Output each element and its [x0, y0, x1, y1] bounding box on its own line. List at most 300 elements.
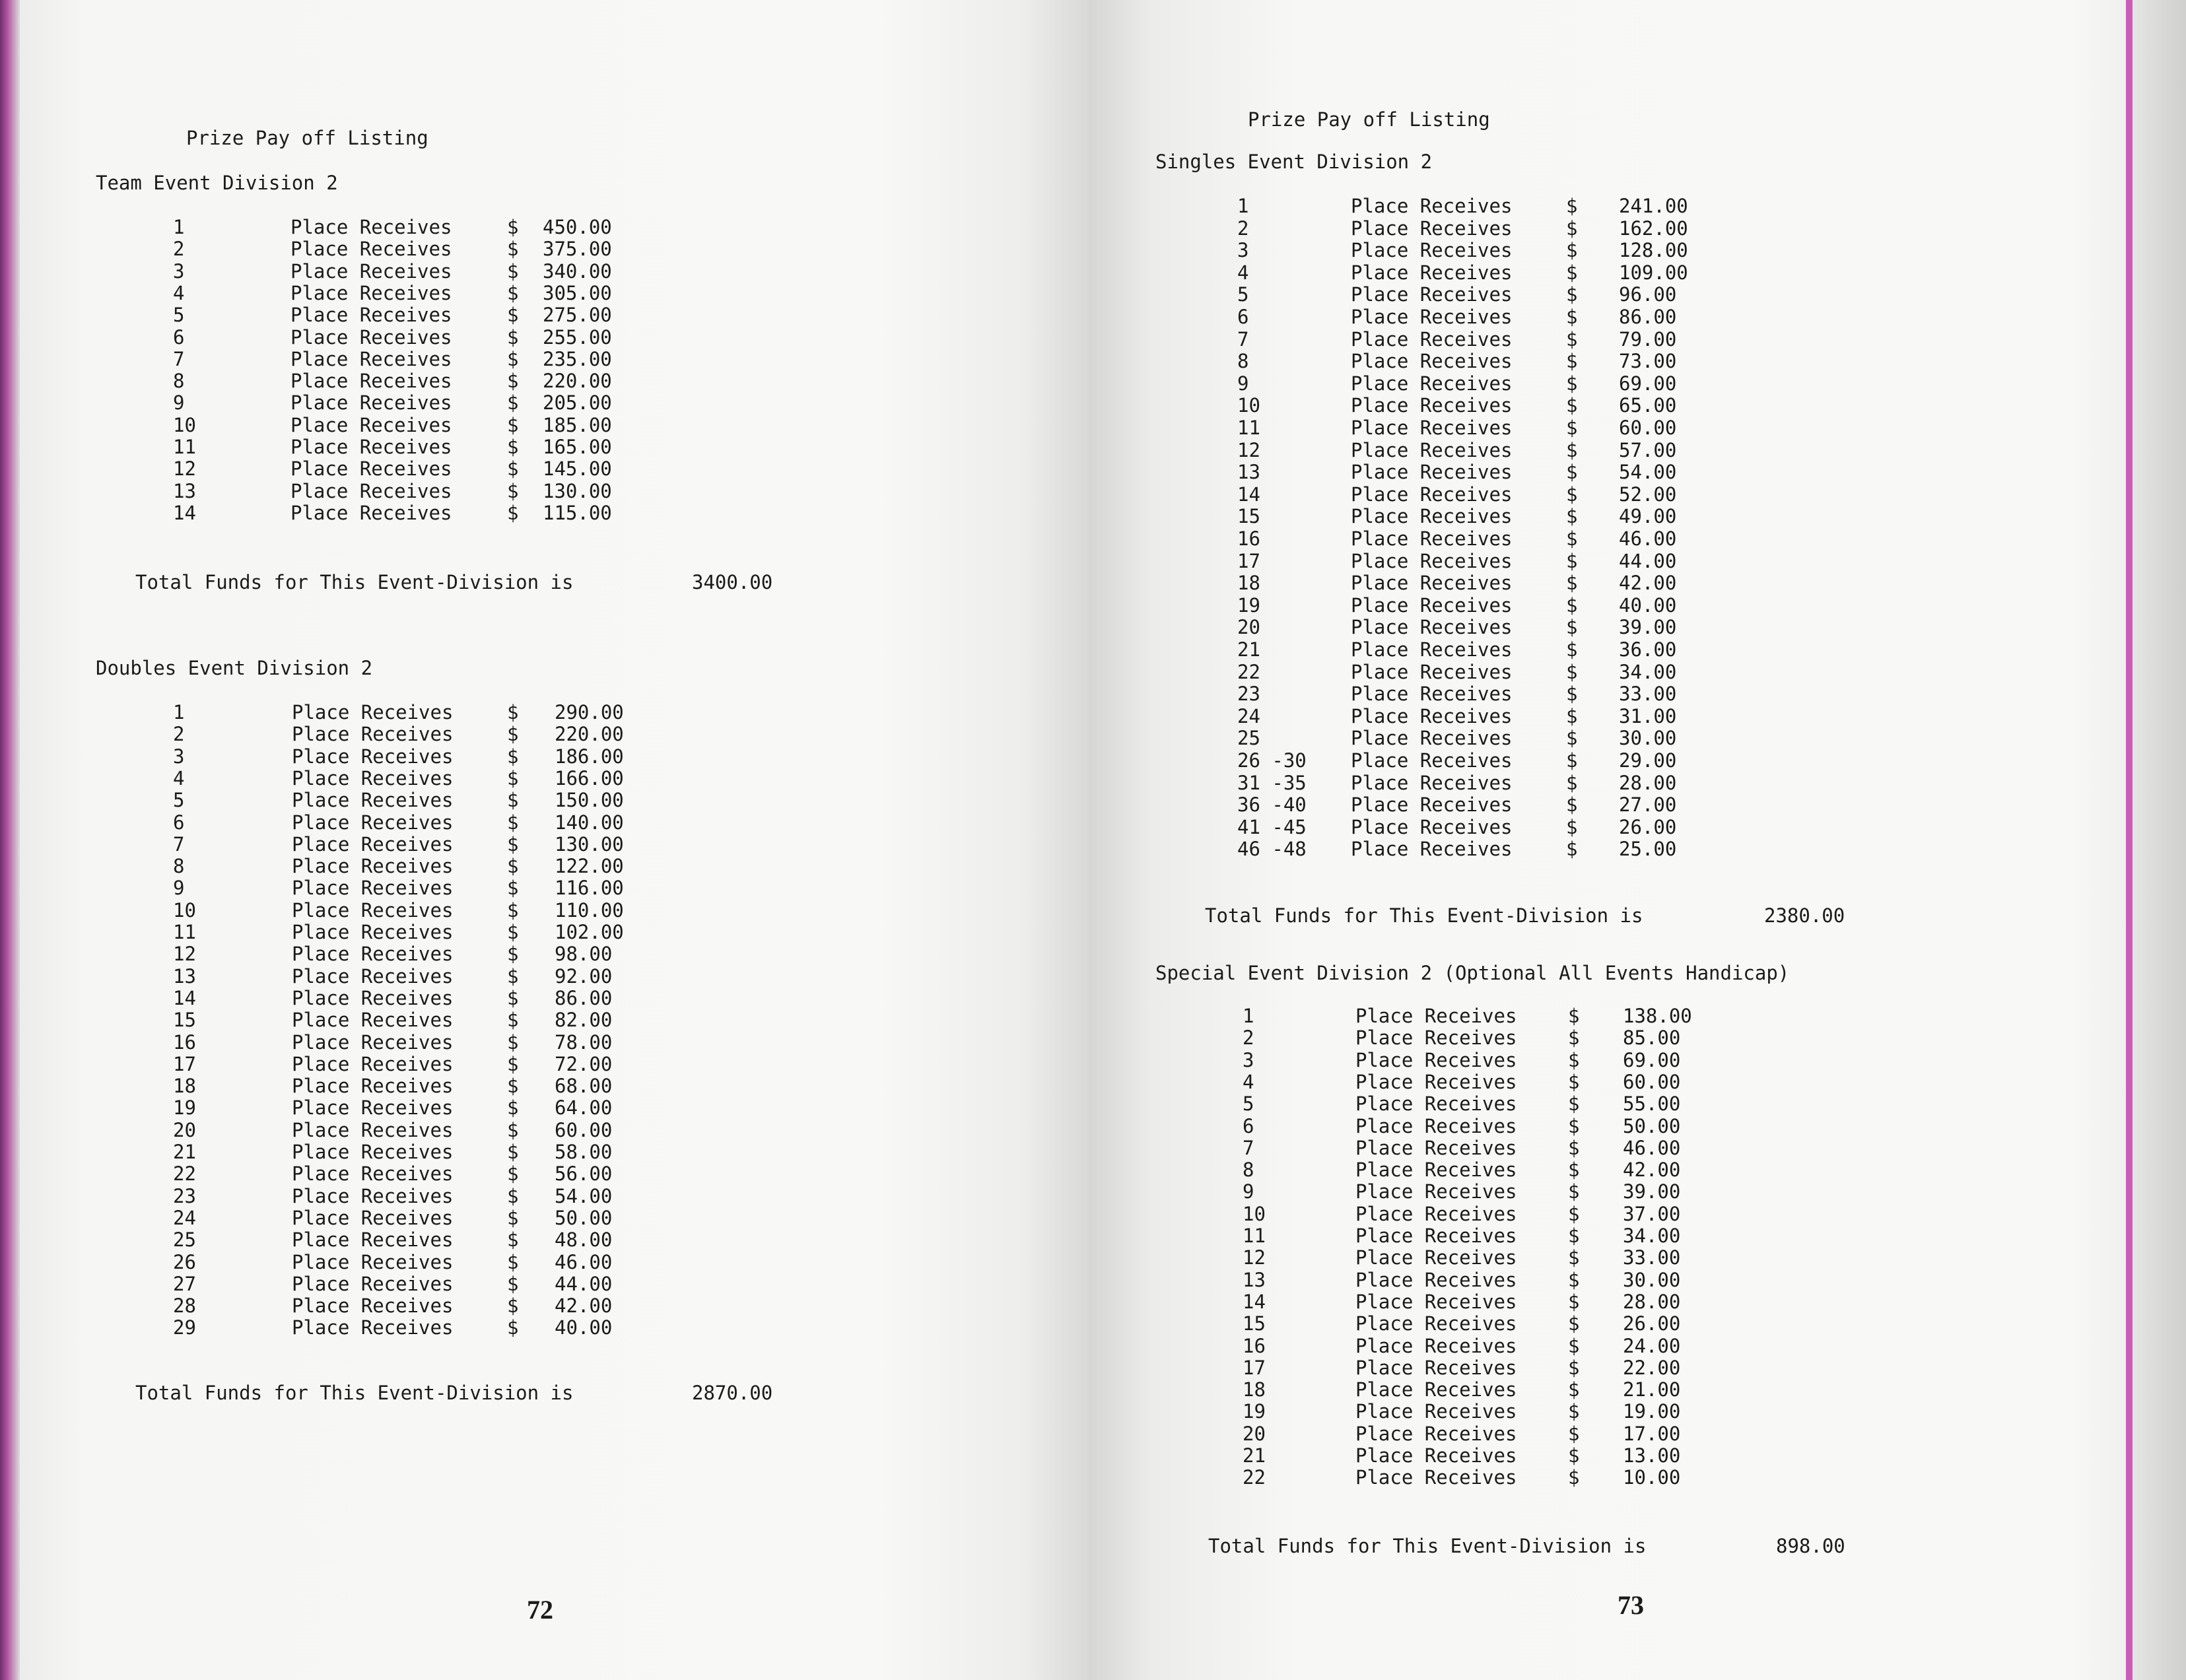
place-number: 4	[1243, 1070, 1254, 1093]
prize-amount: 340.00	[543, 259, 612, 283]
place-number: 10	[1237, 394, 1260, 417]
currency-symbol: $	[507, 943, 519, 966]
place-label: Place Receives	[1355, 1005, 1517, 1027]
place-label: Place Receives	[1355, 1334, 1517, 1357]
place-label: Place Receives	[1355, 1312, 1517, 1335]
prize-amount: 42.00	[555, 1294, 613, 1318]
place-number: 3	[1237, 239, 1249, 262]
currency-symbol: $	[1566, 704, 1578, 727]
currency-symbol: $	[1566, 549, 1578, 572]
currency-symbol: $	[1568, 1070, 1580, 1093]
prize-amount: 25.00	[1619, 838, 1677, 861]
place-number: 19	[1243, 1400, 1266, 1423]
place-number: 24	[1237, 704, 1260, 727]
place-number: 25	[1237, 727, 1260, 750]
place-label: Place Receives	[290, 479, 452, 502]
prize-amount: 130.00	[555, 832, 624, 856]
place-number: 1	[1237, 195, 1249, 217]
prize-amount: 42.00	[1619, 572, 1677, 595]
currency-symbol: $	[1568, 1159, 1580, 1182]
currency-symbol: $	[507, 1272, 519, 1295]
place-number: 21	[173, 1141, 196, 1163]
prize-amount: 128.00	[1619, 239, 1688, 262]
place-number: 31 -35	[1237, 771, 1307, 794]
place-number: 6	[173, 325, 185, 349]
prize-amount: 31.00	[1619, 704, 1677, 727]
currency-symbol: $	[1566, 616, 1578, 639]
place-number: 28	[173, 1294, 196, 1318]
place-label: Place Receives	[1351, 749, 1513, 772]
currency-symbol: $	[1568, 1026, 1580, 1050]
prize-amount: 162.00	[1619, 217, 1688, 240]
place-label: Place Receives	[292, 745, 454, 768]
currency-symbol: $	[1566, 527, 1578, 550]
currency-symbol: $	[507, 1316, 519, 1339]
prize-amount: 64.00	[555, 1096, 613, 1120]
place-number: 21	[1243, 1444, 1266, 1467]
place-number: 7	[173, 347, 185, 370]
team-event-heading: Team Event Division 2	[96, 172, 338, 194]
prize-amount: 10.00	[1623, 1466, 1681, 1489]
singles-event-heading: Singles Event Division 2	[1155, 151, 1433, 173]
doubles-event-heading: Doubles Event Division 2	[96, 657, 373, 679]
place-number: 2	[173, 723, 185, 746]
place-number: 36 -40	[1237, 793, 1307, 817]
prize-amount: 40.00	[555, 1316, 613, 1339]
place-number: 11	[173, 436, 196, 458]
currency-symbol: $	[1568, 1136, 1580, 1159]
prize-amount: 186.00	[555, 745, 624, 768]
prize-amount: 275.00	[543, 304, 612, 327]
place-label: Place Receives	[292, 1162, 454, 1186]
place-label: Place Receives	[292, 877, 454, 900]
place-number: 14	[173, 986, 196, 1009]
prize-amount: 140.00	[555, 811, 624, 834]
prize-amount: 19.00	[1623, 1400, 1681, 1423]
place-label: Place Receives	[1355, 1114, 1517, 1137]
currency-symbol: $	[1568, 1444, 1580, 1467]
place-number: 5	[1237, 283, 1249, 306]
currency-symbol: $	[1566, 683, 1578, 706]
place-label: Place Receives	[1355, 1400, 1517, 1423]
prize-amount: 50.00	[555, 1206, 613, 1229]
place-label: Place Receives	[1351, 461, 1513, 484]
place-number: 11	[173, 921, 196, 943]
place-label: Place Receives	[1355, 1444, 1517, 1467]
currency-symbol: $	[1566, 593, 1578, 617]
place-label: Place Receives	[292, 1052, 454, 1075]
currency-symbol: $	[1568, 1048, 1580, 1071]
place-number: 8	[1243, 1159, 1254, 1182]
place-number: 14	[173, 501, 196, 524]
place-label: Place Receives	[292, 1272, 454, 1295]
place-number: 6	[173, 811, 185, 834]
currency-symbol: $	[1566, 461, 1578, 484]
prize-amount: 116.00	[555, 877, 624, 900]
place-label: Place Receives	[290, 501, 452, 524]
place-label: Place Receives	[290, 391, 452, 415]
place-label: Place Receives	[1351, 306, 1513, 328]
place-label: Place Receives	[290, 436, 452, 458]
currency-symbol: $	[1566, 572, 1578, 595]
place-number: 13	[173, 479, 196, 502]
currency-symbol: $	[1566, 372, 1578, 395]
place-number: 13	[1243, 1268, 1266, 1291]
currency-symbol: $	[507, 325, 519, 349]
prize-amount: 60.00	[1623, 1070, 1681, 1093]
currency-symbol: $	[1566, 394, 1578, 417]
place-number: 20	[1237, 616, 1260, 639]
place-number: 7	[173, 832, 185, 856]
prize-amount: 96.00	[1619, 283, 1677, 306]
prize-amount: 55.00	[1623, 1092, 1681, 1116]
place-number: 17	[1237, 549, 1260, 572]
right-page-title: Prize Pay off Listing	[1248, 108, 1490, 131]
prize-amount: 39.00	[1623, 1180, 1681, 1203]
place-number: 5	[173, 789, 185, 812]
currency-symbol: $	[1566, 283, 1578, 306]
prize-amount: 79.00	[1619, 327, 1677, 351]
prize-amount: 450.00	[543, 216, 612, 238]
place-label: Place Receives	[292, 1250, 454, 1273]
currency-symbol: $	[507, 436, 519, 458]
place-number: 9	[173, 391, 185, 415]
place-label: Place Receives	[292, 811, 454, 834]
currency-symbol: $	[507, 457, 519, 481]
place-number: 10	[173, 413, 196, 436]
currency-symbol: $	[1568, 1422, 1580, 1445]
currency-symbol: $	[1568, 1005, 1580, 1027]
prize-amount: 65.00	[1619, 394, 1677, 417]
prize-amount: 30.00	[1623, 1268, 1681, 1291]
prize-amount: 69.00	[1619, 372, 1677, 395]
currency-symbol: $	[507, 1206, 519, 1229]
currency-symbol: $	[1566, 638, 1578, 661]
place-label: Place Receives	[1355, 1202, 1517, 1225]
currency-symbol: $	[1566, 749, 1578, 772]
place-number: 12	[173, 943, 196, 966]
prize-amount: 46.00	[1623, 1136, 1681, 1159]
place-label: Place Receives	[1351, 239, 1513, 262]
place-number: 8	[173, 855, 185, 878]
prize-amount: 290.00	[555, 701, 624, 723]
team-event-total-value: 3400.00	[692, 571, 773, 593]
currency-symbol: $	[507, 921, 519, 943]
place-label: Place Receives	[292, 986, 454, 1009]
place-number: 20	[173, 1118, 196, 1141]
place-label: Place Receives	[1355, 1356, 1517, 1379]
place-label: Place Receives	[290, 325, 452, 349]
left-page-number: 72	[527, 1595, 553, 1625]
place-label: Place Receives	[292, 1009, 454, 1032]
prize-amount: 68.00	[555, 1075, 613, 1098]
prize-amount: 49.00	[1619, 505, 1677, 528]
place-label: Place Receives	[292, 1096, 454, 1120]
place-number: 2	[173, 238, 185, 261]
place-label: Place Receives	[292, 1294, 454, 1318]
prize-amount: 50.00	[1623, 1114, 1681, 1137]
currency-symbol: $	[507, 281, 519, 304]
currency-symbol: $	[507, 986, 519, 1009]
place-label: Place Receives	[1351, 771, 1513, 794]
prize-amount: 34.00	[1619, 660, 1677, 683]
currency-symbol: $	[507, 1294, 519, 1318]
left-binding-edge	[0, 0, 20, 1680]
place-number: 11	[1237, 417, 1260, 439]
place-number: 26	[173, 1250, 196, 1273]
place-number: 18	[1243, 1378, 1266, 1401]
place-label: Place Receives	[1355, 1466, 1517, 1489]
prize-amount: 52.00	[1619, 483, 1677, 506]
place-number: 23	[173, 1184, 196, 1207]
place-label: Place Receives	[292, 1030, 454, 1054]
prize-amount: 109.00	[1619, 261, 1688, 284]
prize-amount: 92.00	[555, 964, 613, 988]
special-event-total-value: 898.00	[1776, 1535, 1845, 1557]
currency-symbol: $	[507, 811, 519, 834]
place-number: 1	[173, 216, 185, 238]
place-label: Place Receives	[1351, 660, 1513, 683]
currency-symbol: $	[1568, 1202, 1580, 1225]
place-label: Place Receives	[292, 921, 454, 943]
place-number: 13	[1237, 461, 1260, 484]
place-label: Place Receives	[292, 1118, 454, 1141]
currency-symbol: $	[507, 1009, 519, 1032]
currency-symbol: $	[507, 216, 519, 238]
place-label: Place Receives	[1351, 704, 1513, 727]
currency-symbol: $	[507, 370, 519, 393]
place-label: Place Receives	[1355, 1246, 1517, 1269]
singles-event-total-label: Total Funds for This Event-Division is	[1205, 904, 1643, 927]
place-label: Place Receives	[290, 259, 452, 283]
currency-symbol: $	[1568, 1400, 1580, 1423]
doubles-event-total-value: 2870.00	[692, 1382, 773, 1404]
prize-amount: 27.00	[1619, 793, 1677, 817]
team-event-total-label: Total Funds for This Event-Division is	[135, 571, 574, 593]
prize-amount: 54.00	[1619, 461, 1677, 484]
place-label: Place Receives	[1351, 195, 1513, 217]
prize-amount: 375.00	[543, 238, 612, 261]
place-number: 22	[1237, 660, 1260, 683]
place-label: Place Receives	[1351, 727, 1513, 750]
place-number: 7	[1243, 1136, 1254, 1159]
place-label: Place Receives	[1351, 527, 1513, 550]
prize-amount: 42.00	[1623, 1159, 1681, 1182]
place-label: Place Receives	[1355, 1136, 1517, 1159]
place-label: Place Receives	[292, 898, 454, 922]
place-label: Place Receives	[1355, 1026, 1517, 1050]
currency-symbol: $	[507, 1250, 519, 1273]
currency-symbol: $	[1566, 327, 1578, 351]
place-number: 22	[1243, 1466, 1266, 1489]
place-label: Place Receives	[290, 281, 452, 304]
currency-symbol: $	[507, 391, 519, 415]
place-number: 46 -48	[1237, 838, 1307, 861]
place-number: 2	[1243, 1026, 1254, 1050]
place-label: Place Receives	[1351, 638, 1513, 661]
currency-symbol: $	[1566, 793, 1578, 817]
prize-amount: 110.00	[555, 898, 624, 922]
place-number: 18	[1237, 572, 1260, 595]
prize-amount: 205.00	[543, 391, 612, 415]
prize-amount: 138.00	[1623, 1005, 1692, 1027]
place-number: 21	[1237, 638, 1260, 661]
currency-symbol: $	[1566, 438, 1578, 461]
place-number: 1	[1243, 1005, 1254, 1027]
place-number: 9	[1237, 372, 1249, 395]
currency-symbol: $	[1566, 239, 1578, 262]
currency-symbol: $	[1568, 1334, 1580, 1357]
currency-symbol: $	[1566, 350, 1578, 373]
place-label: Place Receives	[290, 216, 452, 238]
place-number: 4	[173, 281, 185, 304]
place-label: Place Receives	[292, 723, 454, 746]
place-label: Place Receives	[292, 832, 454, 856]
prize-amount: 40.00	[1619, 593, 1677, 617]
currency-symbol: $	[1566, 838, 1578, 861]
place-label: Place Receives	[290, 238, 452, 261]
place-label: Place Receives	[1351, 327, 1513, 351]
place-number: 41 -45	[1237, 815, 1307, 838]
prize-amount: 26.00	[1623, 1312, 1681, 1335]
currency-symbol: $	[507, 1052, 519, 1075]
place-number: 17	[173, 1052, 196, 1075]
currency-symbol: $	[507, 745, 519, 768]
place-label: Place Receives	[1355, 1378, 1517, 1401]
place-number: 15	[1237, 505, 1260, 528]
place-label: Place Receives	[1351, 417, 1513, 439]
currency-symbol: $	[1566, 483, 1578, 506]
currency-symbol: $	[1568, 1225, 1580, 1247]
place-label: Place Receives	[1355, 1268, 1517, 1291]
place-number: 3	[1243, 1048, 1254, 1071]
place-number: 3	[173, 745, 185, 768]
place-label: Place Receives	[292, 1141, 454, 1163]
place-number: 15	[1243, 1312, 1266, 1335]
place-label: Place Receives	[1355, 1180, 1517, 1203]
prize-amount: 48.00	[555, 1228, 613, 1252]
place-number: 8	[1237, 350, 1249, 373]
place-number: 6	[1237, 306, 1249, 328]
currency-symbol: $	[507, 855, 519, 878]
currency-symbol: $	[507, 898, 519, 922]
prize-amount: 60.00	[555, 1118, 613, 1141]
place-label: Place Receives	[292, 1206, 454, 1229]
place-label: Place Receives	[1351, 350, 1513, 373]
currency-symbol: $	[507, 238, 519, 261]
prize-amount: 29.00	[1619, 749, 1677, 772]
prize-amount: 21.00	[1623, 1378, 1681, 1401]
prize-amount: 102.00	[555, 921, 624, 943]
prize-amount: 33.00	[1619, 683, 1677, 706]
prize-amount: 115.00	[543, 501, 612, 524]
currency-symbol: $	[507, 1030, 519, 1054]
place-number: 14	[1237, 483, 1260, 506]
place-label: Place Receives	[292, 943, 454, 966]
place-label: Place Receives	[292, 701, 454, 723]
place-number: 16	[1237, 527, 1260, 550]
place-number: 19	[173, 1096, 196, 1120]
place-label: Place Receives	[292, 1075, 454, 1098]
place-label: Place Receives	[1351, 483, 1513, 506]
prize-amount: 22.00	[1623, 1356, 1681, 1379]
place-label: Place Receives	[292, 964, 454, 988]
currency-symbol: $	[1566, 815, 1578, 838]
place-label: Place Receives	[292, 1228, 454, 1252]
currency-symbol: $	[507, 789, 519, 812]
place-label: Place Receives	[1351, 683, 1513, 706]
place-number: 13	[173, 964, 196, 988]
currency-symbol: $	[1568, 1378, 1580, 1401]
place-number: 20	[1243, 1422, 1266, 1445]
place-label: Place Receives	[1355, 1159, 1517, 1182]
prize-amount: 13.00	[1623, 1444, 1681, 1467]
prize-amount: 46.00	[1619, 527, 1677, 550]
currency-symbol: $	[1566, 727, 1578, 750]
currency-symbol: $	[507, 1162, 519, 1186]
prize-amount: 24.00	[1623, 1334, 1681, 1357]
place-number: 26 -30	[1237, 749, 1307, 772]
currency-symbol: $	[1568, 1356, 1580, 1379]
prize-amount: 145.00	[543, 457, 612, 481]
right-page	[1089, 0, 2133, 1680]
place-number: 25	[173, 1228, 196, 1252]
prize-amount: 36.00	[1619, 638, 1677, 661]
place-number: 8	[173, 370, 185, 393]
currency-symbol: $	[1568, 1290, 1580, 1313]
place-number: 3	[173, 259, 185, 283]
left-page-title: Prize Pay off Listing	[186, 127, 428, 149]
prize-amount: 28.00	[1623, 1290, 1681, 1313]
prize-amount: 57.00	[1619, 438, 1677, 461]
prize-amount: 305.00	[543, 281, 612, 304]
currency-symbol: $	[507, 1228, 519, 1252]
place-label: Place Receives	[292, 1184, 454, 1207]
prize-amount: 220.00	[555, 723, 624, 746]
currency-symbol: $	[507, 723, 519, 746]
place-number: 5	[173, 304, 185, 327]
place-label: Place Receives	[292, 855, 454, 878]
place-label: Place Receives	[1351, 438, 1513, 461]
currency-symbol: $	[1568, 1092, 1580, 1116]
prize-amount: 56.00	[555, 1162, 613, 1186]
currency-symbol: $	[507, 1075, 519, 1098]
place-label: Place Receives	[1351, 616, 1513, 639]
currency-symbol: $	[507, 701, 519, 723]
place-label: Place Receives	[290, 304, 452, 327]
place-number: 7	[1237, 327, 1249, 351]
prize-amount: 37.00	[1623, 1202, 1681, 1225]
prize-amount: 235.00	[543, 347, 612, 370]
place-number: 17	[1243, 1356, 1266, 1379]
singles-event-total-value: 2380.00	[1764, 904, 1845, 927]
place-label: Place Receives	[292, 789, 454, 812]
place-label: Place Receives	[292, 766, 454, 790]
currency-symbol: $	[507, 1118, 519, 1141]
place-label: Place Receives	[1351, 593, 1513, 617]
currency-symbol: $	[507, 347, 519, 370]
currency-symbol: $	[507, 964, 519, 988]
place-number: 4	[173, 766, 185, 790]
place-label: Place Receives	[1355, 1225, 1517, 1247]
prize-amount: 86.00	[1619, 306, 1677, 328]
place-number: 5	[1243, 1092, 1254, 1116]
doubles-event-total-label: Total Funds for This Event-Division is	[135, 1382, 574, 1404]
currency-symbol: $	[507, 877, 519, 900]
currency-symbol: $	[1566, 505, 1578, 528]
place-label: Place Receives	[1351, 217, 1513, 240]
place-number: 10	[173, 898, 196, 922]
